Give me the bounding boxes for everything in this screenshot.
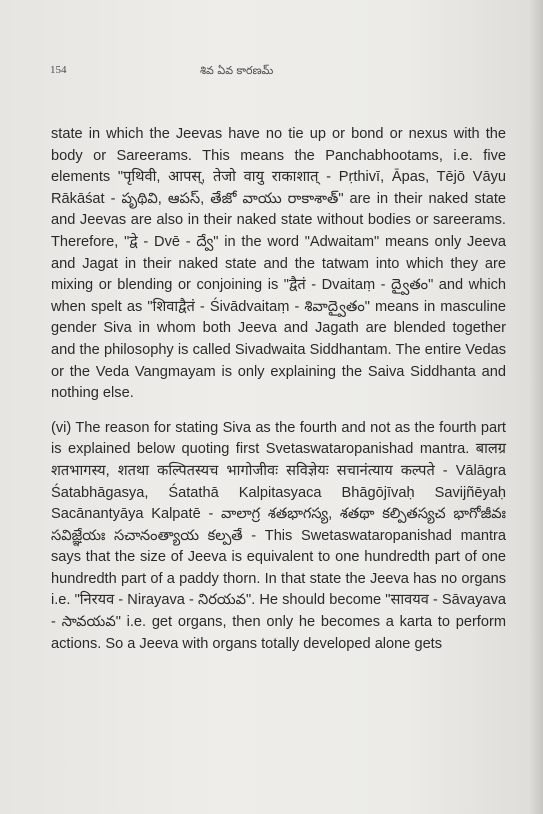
page-edge-shadow: [529, 0, 543, 814]
page-number: 154: [50, 64, 67, 76]
body-text: [51, 124, 506, 655]
paragraph-vi: (vi) The reason for stating Siva as the fourth and not as the fourth part is explained below quoting first Svetaswataropanishad mantra. बालग्र शतभागस्य, शतथा कल्पितस्यच भागोजीवः सविज्ञेयः सचानंत्याय कल्पते - Vālāgra Śatabhāgasya, Śatathā Kalpitasyaca Bhāgōjīvaḥ Savijñēyaḥ Sacānantyāya Kalpatē - వాలాగ్ర శతభాగస్య, శతథా కల్పితస్యచ భాగోజీవః సవిజ్ఞేయః సచానంత్యాయ కల్పతే - This Swetaswataropanishad mantra says that the size of Jeeva is equivalent to one hundredth part of one hundredth part of a paddy thorn. In that state the Jeeva has no organs i.e. "निरयव - Nirayava - నిరయవ". He should become "सावयव - Sāvayava - సావయవ" i.e. get organs, then only he becomes a karta to perform actions. So a Jeeva with organs totally developed alone gets: [51, 419, 506, 652]
page-header: [50, 64, 500, 82]
running-title: శివ ఏవ కారణమ్: [200, 64, 274, 77]
paragraph-continuation: state in which the Jeevas have no tie up or bond or nexus with the body or Sareerams. This means the Panchabhootams, i.e. five elements "पृथिवी, आपस्, तेजो वायु राकाशात् - Pṛthivī, Āpas, Tējō Vāyu Rākāśat - పృథివి, ఆపస్, తేజో వాయు రాకాశాత్" are in their naked state and Jeevas are also in their naked state without bodies or sareerams. Therefore, "द्वे - Dvē - ద్వే" in the word "Adwaitam" means only Jeeva and Jagat in their naked state and the tatwam into which they are mixing or blending or conjoining is "द्वैतं - Dvaitaṃ - ద్వైతం" and which when spelt as "शिवाद्वैतं - Śivādvaitaṃ - శివాద్వైతం" means in masculine gender Siva in whom both Jeeva and Jagath are blended together and the philosophy is called Sivadwaita Siddhantam. The entire Vedas or the Veda Vangmayam is only explaining the Saiva Siddhanta and nothing else.: [51, 126, 506, 402]
